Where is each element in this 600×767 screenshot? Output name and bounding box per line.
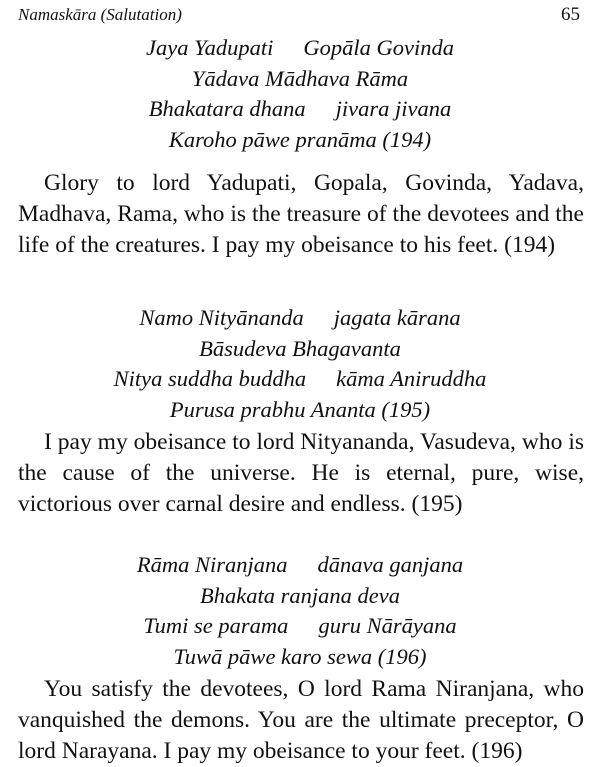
verse-line: Gopāla Govinda bbox=[303, 35, 454, 60]
verse-line: guru Nārāyana bbox=[318, 613, 457, 638]
translation-195: I pay my obeisance to lord Nityananda, Vasudeva, who is the cause of the universe. He is eternal, pure, wise, victorious over carnal desire and endless. (195) bbox=[18, 429, 584, 517]
verse-line: dānava ganjana bbox=[317, 552, 464, 577]
verse-line: Nitya suddha buddha bbox=[113, 366, 307, 391]
verse-line: Bhakatara dhana bbox=[148, 96, 306, 121]
verse-line: Yādava Mādhava Rāma bbox=[191, 65, 409, 91]
page-header bbox=[18, 4, 580, 28]
verse-line: Rāma Niranjana bbox=[136, 552, 288, 577]
translation-194: Glory to lord Yadupati, Gopala, Govinda, Yadava, Madhava, Rama, who is the treasure of the devotees and the life of the creatures. I pay my obeisance to his feet. (194) bbox=[18, 170, 584, 258]
verse-line: Karoho pāwe pranāma (194) bbox=[168, 126, 432, 152]
verse-line: Purusa prabhu Ananta (195) bbox=[169, 396, 431, 422]
verse-line: Bāsudeva Bhagavanta bbox=[199, 335, 401, 361]
verse-195 bbox=[0, 303, 600, 425]
verse-line: kāma Aniruddha bbox=[336, 366, 487, 391]
running-title: Namaskāra (Salutation) bbox=[18, 5, 182, 24]
verse-line: Tuwā pāwe karo sewa (196) bbox=[173, 643, 427, 669]
verse-196 bbox=[0, 550, 600, 672]
verse-194 bbox=[0, 33, 600, 155]
page-number: 65 bbox=[561, 4, 580, 25]
verse-line: Bhakata ranjana deva bbox=[200, 582, 400, 608]
verse-line: Jaya Yadupati bbox=[146, 35, 274, 60]
translation-196: You satisfy the devotees, O lord Rama Niranjana, who vanquished the demons. You are the ultimate preceptor, O lord Narayana. I pay my obeisance to your feet. (196) bbox=[18, 676, 584, 764]
verse-line: Namo Nityānanda bbox=[139, 305, 304, 330]
verse-line: jivara jivana bbox=[335, 96, 452, 121]
verse-line: jagata kārana bbox=[333, 305, 461, 330]
verse-line: Tumi se parama bbox=[143, 613, 289, 638]
